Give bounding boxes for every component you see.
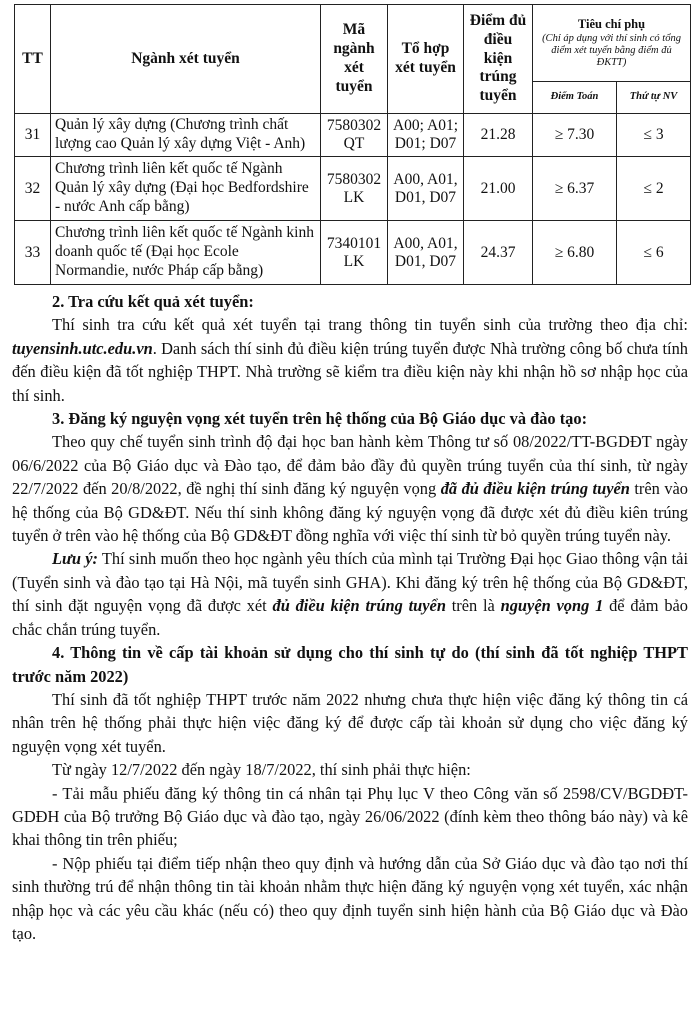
emphasis-text: đủ điều kiện trúng tuyển — [272, 596, 446, 616]
code-suffix: QT — [343, 135, 365, 152]
cell-combo — [388, 114, 464, 157]
section-3-paragraph: Theo quy chế tuyển sinh trình độ đại học ban hành kèm Thông tư số 08/2022/TT-BGDĐT ngày 06/6/2022 của Bộ Giáo dục và Đào tạo, để đảm bảo đầy đủ quyền trúng tuyển của thí sinh, từ ngày 22/7/2022 đến 20/8/2022, đề nghị thí sinh đăng ký nguyện vọng đã đủ điều kiện trúng tuyển trên vào hệ thống của Bộ GD&ĐT. Nếu thí sinh không đăng ký nguyện vọng đã được xét đủ điều kiên trúng tuyển ở trên vào hệ thống của Bộ GD&ĐT đồng nghĩa với việc thí sinh từ bỏ quyền trúng tuyển này. — [12, 432, 688, 546]
cell-major: Chương trình liên kết quốc tế Ngành Quản lý xây dựng (Đại học Bedfordshire - nước Anh cấp bằng) — [51, 157, 321, 221]
section-3-note: Lưu ý: Thí sinh muốn theo học ngành yêu thích của mình tại Trường Đại học Giao thông vận tải (Tuyển sinh và đào tạo tại Hà Nội, mã tuyển sinh GHA). Khi đăng ký trên hệ thống của Bộ GD&ĐT, thí sinh đặt nguyện vọng đã được xét đủ điều kiện trúng tuyển trên là nguyện vọng 1 để đảm bảo chắc chắn trúng tuyển. — [12, 549, 688, 639]
cell-tt: 33 — [15, 221, 51, 285]
section-4-heading: 4. Thông tin về cấp tài khoản sử dụng cho thí sinh tự do (thí sinh đã tốt nghiệp THPT trước năm 2022) — [12, 643, 688, 686]
cell-tt: 32 — [15, 157, 51, 221]
combo-line-1: A00, A01, — [393, 170, 458, 188]
col-header-tt: TT — [15, 5, 51, 114]
section-4-paragraph: Thí sinh đã tốt nghiệp THPT trước năm 2022 nhưng chưa thực hiện việc đăng ký thông tin cá nhân trên hệ thống phải thực hiện việc đăng ký để được cấp tài khoản sử dụng cho việc đăng ký nguyện vọng xét tuyển. — [12, 689, 688, 756]
cell-nv: ≤ 2 — [617, 157, 691, 221]
cell-tt: 31 — [15, 114, 51, 157]
cell-nv: ≤ 6 — [617, 221, 691, 285]
col-header-code: Mã ngành xét tuyển — [321, 5, 388, 114]
combo-line-1: A00; A01; — [392, 117, 459, 134]
col-header-major: Ngành xét tuyển — [51, 5, 321, 114]
col-header-score: Điểm đủ điều kiện trúng tuyển — [464, 5, 533, 114]
cell-code — [321, 114, 388, 157]
result-lookup-url: tuyensinh.utc.edu.vn — [12, 338, 153, 358]
cell-score: 24.37 — [464, 221, 533, 285]
cell-code — [321, 221, 388, 285]
combo-line-2: D01, D07 — [394, 252, 457, 270]
cell-math: ≥ 6.80 — [533, 221, 617, 285]
note-label: Lưu ý: — [52, 549, 98, 569]
section-4-list-item: - Nộp phiếu tại điểm tiếp nhận theo quy định và hướng dẫn của Sở Giáo dục và đào tạo nơi thí sinh thường trú để nhận thông tin tài khoản nhằm thực hiện đăng ký nguyện vọng xét tuyển, xác nhận nhập học và các yêu cầu khác (nếu có) theo quy định tuyển sinh hiện hành của Bộ Giáo dục và Đào tạo. — [12, 853, 688, 943]
cell-major: Chương trình liên kết quốc tế Ngành kinh doanh quốc tế (Đại học Ecole Normandie, nước Pháp cấp bằng) — [51, 221, 321, 285]
section-2-heading: 2. Tra cứu kết quả xét tuyển: — [52, 292, 254, 311]
table-row — [15, 221, 691, 285]
col-header-combo: Tổ hợp xét tuyển — [388, 5, 464, 114]
code-number: 7580302 — [326, 170, 382, 188]
cell-score: 21.00 — [464, 157, 533, 221]
cell-score: 21.28 — [464, 114, 533, 157]
cell-major: Quản lý xây dựng (Chương trình chất lượng cao Quản lý xây dựng Việt - Anh) — [51, 114, 321, 157]
section-3-heading: 3. Đăng ký nguyện vọng xét tuyển trên hệ thống của Bộ Giáo dục và đào tạo: — [52, 409, 588, 429]
cell-code — [321, 157, 388, 221]
col-header-sub-criteria — [533, 5, 691, 82]
cell-nv: ≤ 3 — [617, 114, 691, 157]
col-header-nv: Thứ tự NV — [617, 82, 691, 114]
cell-combo — [388, 157, 464, 221]
cell-combo — [388, 221, 464, 285]
table-row — [15, 114, 691, 157]
code-number: 7340101 — [326, 234, 382, 252]
section-2-paragraph: Thí sinh tra cứu kết quả xét tuyển tại trang thông tin tuyển sinh của trường theo địa chỉ: tuyensinh.utc.edu.vn. Danh sách thí sinh đủ điều kiện trúng tuyển được Nhà trường công bố chưa tính đến điều kiện đã tốt nghiệp THPT. Nhà trường sẽ kiểm tra điều kiện này khi nhận hồ sơ nhập học của thí sinh. — [12, 315, 688, 405]
section-4-list-item: - Tải mẫu phiếu đăng ký thông tin cá nhân tại Phụ lục V theo Công văn số 2598/CV/BGDĐT-GDĐH của Bộ trưởng Bộ Giáo dục và đào tạo, ngày 26/06/2022 (đính kèm theo thông báo này) và kê khai thông tin trên phiếu; — [12, 783, 688, 850]
code-suffix: LK — [343, 188, 365, 206]
section-4-paragraph: Từ ngày 12/7/2022 đến ngày 18/7/2022, thí sinh phải thực hiện: — [52, 760, 471, 780]
table-row — [15, 157, 691, 221]
code-suffix: LK — [343, 252, 365, 270]
cell-math: ≥ 7.30 — [533, 114, 617, 157]
col-header-math: Điểm Toán — [533, 82, 617, 114]
sub-criteria-note: (Chỉ áp dụng với thí sinh có tổng điểm xét tuyển bằng điểm đủ ĐKTT) — [542, 32, 681, 68]
sub-criteria-title: Tiêu chí phụ — [577, 17, 646, 32]
emphasis-text: nguyện vọng 1 — [500, 596, 604, 616]
admission-table — [14, 4, 691, 285]
table-header-row — [15, 5, 691, 82]
combo-line-2: D01; D07 — [394, 135, 457, 152]
combo-line-2: D01, D07 — [394, 188, 457, 206]
code-number: 7580302 — [326, 117, 382, 134]
cell-math: ≥ 6.37 — [533, 157, 617, 221]
emphasis-text: đã đủ điều kiện trúng tuyển — [440, 479, 630, 499]
combo-line-1: A00, A01, — [393, 234, 458, 252]
document-body — [12, 290, 688, 945]
